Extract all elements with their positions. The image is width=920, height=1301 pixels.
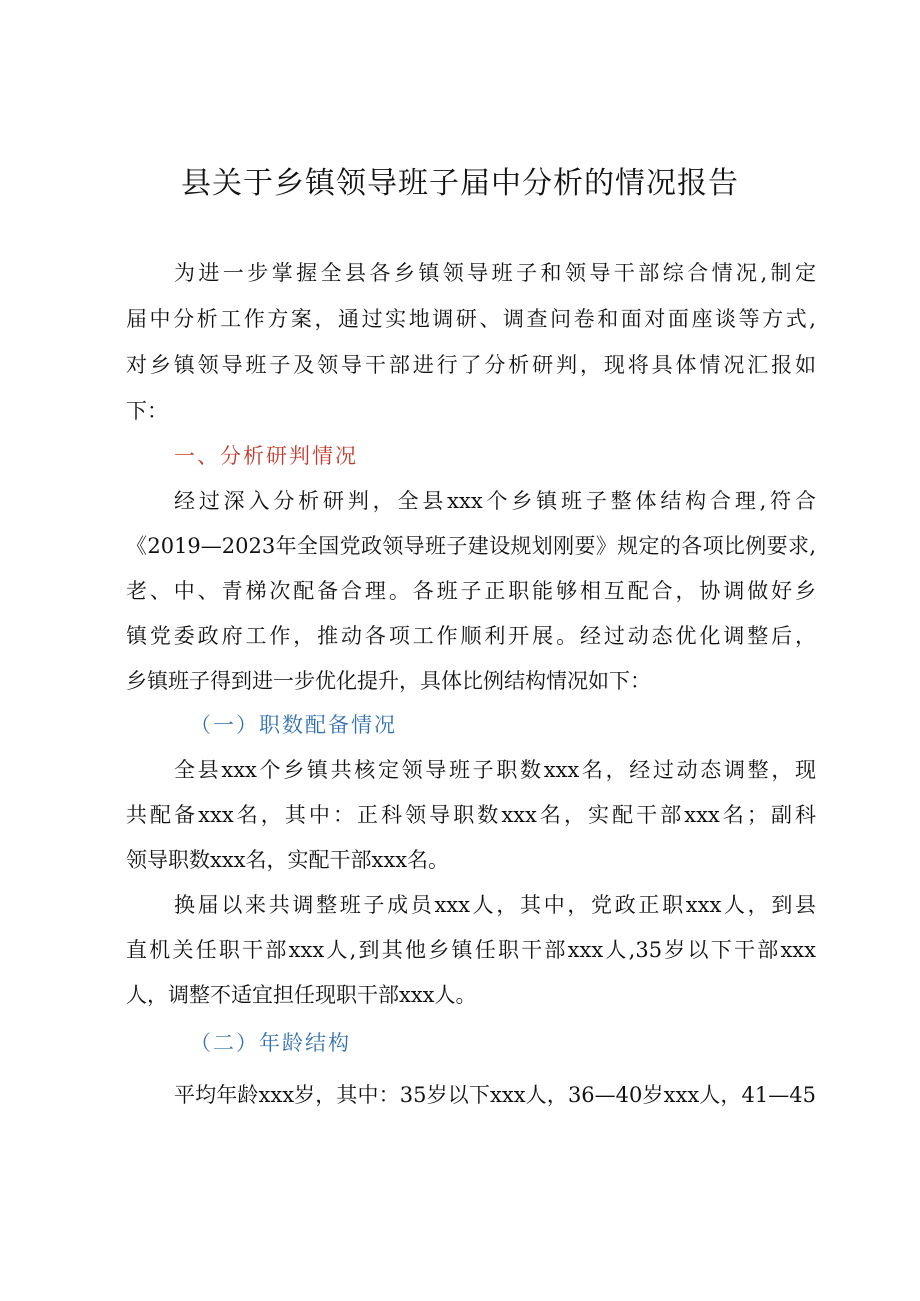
subsection-heading: （二）年龄结构	[190, 1031, 351, 1055]
document-title: 县关于乡镇领导班子届中分析的情况报告	[181, 166, 739, 201]
paragraph-line: 乡镇班子得到进一步优化提升，具体比例结构情况如下：	[126, 669, 651, 693]
paragraph-line: 镇党委政府工作，推动各项工作顺利开展。经过动态优化调整后，	[126, 624, 816, 648]
section-heading: 一、分析研判情况	[174, 444, 358, 468]
paragraph-line: 《2019—2023年全国党政领导班子建设规划刚要》规定的各项比例要求,	[126, 534, 816, 558]
paragraph-line: 换届以来共调整班子成员xxx人，其中，党政正职xxx人，到县	[174, 893, 816, 917]
paragraph-line: 对乡镇领导班子及领导干部进行了分析研判，现将具体情况汇报如	[126, 353, 816, 377]
paragraph-line: 经过深入分析研判，全县xxx个乡镇班子整体结构合理,符合	[174, 489, 816, 513]
paragraph-line: 共配备xxx名，其中：正科领导职数xxx名，实配干部xxx名；副科	[126, 803, 816, 827]
paragraph-line: 全县xxx个乡镇共核定领导班子职数xxx名，经过动态调整，现	[174, 758, 816, 782]
paragraph-line: 平均年龄xxx岁，其中：35岁以下xxx人，36—40岁xxx人，41—45	[174, 1083, 816, 1107]
paragraph-line: 为进一步掌握全县各乡镇领导班子和领导干部综合情况,制定	[174, 261, 816, 285]
paragraph-line: 领导职数xxx名，实配干部xxx名。	[126, 848, 450, 872]
paragraph-line: 人，调整不适宜担任现职干部xxx人。	[126, 983, 477, 1007]
paragraph-line: 老、中、青梯次配备合理。各班子正职能够相互配合，协调做好乡	[126, 579, 816, 603]
subsection-heading: （一）职数配备情况	[190, 713, 397, 737]
paragraph-line: 直机关任职干部xxx人,到其他乡镇任职干部xxx人,35岁以下干部xxx	[126, 938, 816, 962]
paragraph-line: 下：	[126, 399, 168, 423]
paragraph-line: 届中分析工作方案，通过实地调研、调查问卷和面对面座谈等方式,	[126, 307, 816, 331]
